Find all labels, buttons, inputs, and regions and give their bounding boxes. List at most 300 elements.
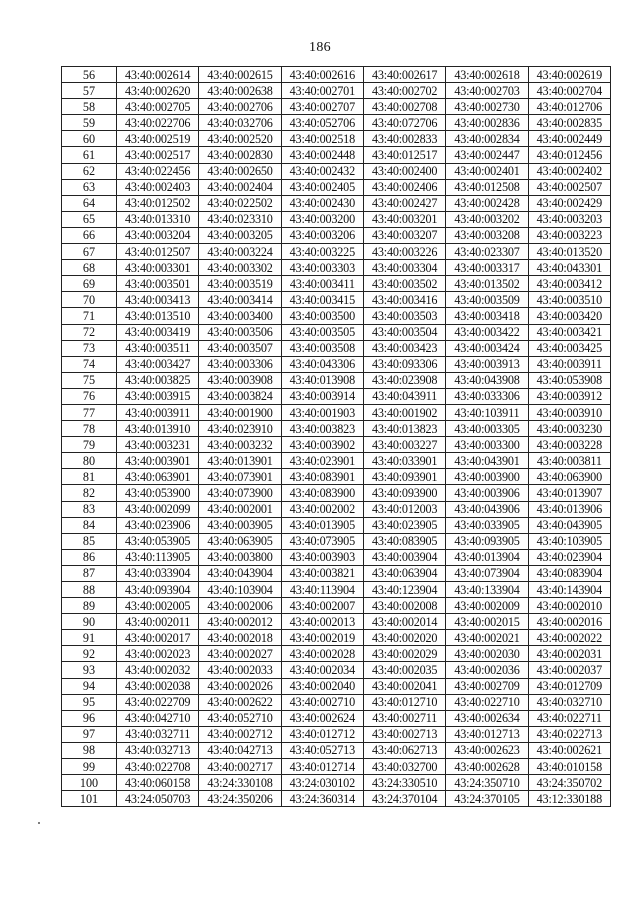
cadastral-number-cell: 43:40:002620 (117, 83, 199, 99)
cadastral-number-cell: 43:40:012709 (528, 678, 610, 694)
cadastral-number-cell: 43:40:012714 (281, 759, 363, 775)
row-number-cell: 67 (62, 244, 117, 260)
row-number-cell: 64 (62, 195, 117, 211)
row-number-cell: 68 (62, 260, 117, 276)
cadastral-number-cell: 43:40:073900 (199, 485, 281, 501)
cadastral-number-cell: 43:40:103911 (446, 404, 528, 420)
table-row (62, 308, 611, 324)
cadastral-number-cell: 43:40:002027 (199, 646, 281, 662)
cadastral-number-cell: 43:40:002708 (363, 99, 445, 115)
cadastral-number-cell: 43:40:003412 (528, 276, 610, 292)
cadastral-number-cell: 43:40:083900 (281, 485, 363, 501)
cadastral-number-cell: 43:40:043906 (446, 501, 528, 517)
cadastral-number-cell: 43:40:003903 (281, 549, 363, 565)
row-number-cell: 85 (62, 533, 117, 549)
cadastral-number-cell: 43:40:003420 (528, 308, 610, 324)
cadastral-number-cell: 43:40:033306 (446, 388, 528, 404)
cadastral-number-cell: 43:40:033901 (363, 453, 445, 469)
cadastral-number-cell: 43:40:013823 (363, 421, 445, 437)
cadastral-number-cell: 43:40:003230 (528, 421, 610, 437)
cadastral-number-cell: 43:40:003425 (528, 340, 610, 356)
cadastral-number-cell: 43:40:002406 (363, 179, 445, 195)
row-number-cell: 96 (62, 710, 117, 726)
cadastral-number-cell: 43:40:002014 (363, 614, 445, 630)
cadastral-number-cell: 43:40:003800 (199, 549, 281, 565)
cadastral-number-cell: 43:40:053900 (117, 485, 199, 501)
table-row (62, 115, 611, 131)
cadastral-number-cell: 43:40:003305 (446, 421, 528, 437)
cadastral-number-cell: 43:40:003505 (281, 324, 363, 340)
cadastral-number-cell: 43:40:002028 (281, 646, 363, 662)
cadastral-number-cell: 43:40:002704 (528, 83, 610, 99)
table-body (62, 67, 611, 807)
cadastral-number-cell: 43:40:053908 (528, 372, 610, 388)
cadastral-number-cell: 43:40:013904 (446, 549, 528, 565)
row-number-cell: 87 (62, 565, 117, 581)
cadastral-number-cell: 43:40:002711 (363, 710, 445, 726)
table-row (62, 485, 611, 501)
table-row (62, 421, 611, 437)
cadastral-number-cell: 43:40:123904 (363, 582, 445, 598)
cadastral-number-cell: 43:40:002023 (117, 646, 199, 662)
cadastral-number-cell: 43:40:052713 (281, 742, 363, 758)
cadastral-number-cell: 43:40:003201 (363, 211, 445, 227)
cadastral-number-cell: 43:24:370104 (363, 791, 445, 807)
row-number-cell: 56 (62, 67, 117, 83)
cadastral-number-cell: 43:40:003905 (199, 517, 281, 533)
cadastral-number-cell: 43:40:003223 (528, 227, 610, 243)
cadastral-number-cell: 43:40:063901 (117, 469, 199, 485)
cadastral-number-cell: 43:40:002403 (117, 179, 199, 195)
cadastral-number-cell: 43:40:052706 (281, 115, 363, 131)
cadastral-number-cell: 43:40:013907 (528, 485, 610, 501)
cadastral-number-cell: 43:40:002038 (117, 678, 199, 694)
table-row (62, 742, 611, 758)
table-row (62, 437, 611, 453)
cadastral-number-cell: 43:40:063900 (528, 469, 610, 485)
cadastral-number-cell: 43:40:001902 (363, 404, 445, 420)
cadastral-number-cell: 43:40:022502 (199, 195, 281, 211)
cadastral-number-cell: 43:40:093901 (363, 469, 445, 485)
cadastral-number-cell: 43:40:013908 (281, 372, 363, 388)
cadastral-number-cell: 43:40:003424 (446, 340, 528, 356)
row-number-cell: 80 (62, 453, 117, 469)
cadastral-number-cell: 43:40:013510 (117, 308, 199, 324)
cadastral-number-cell: 43:40:022711 (528, 710, 610, 726)
cadastral-number-cell: 43:40:072706 (363, 115, 445, 131)
cadastral-number-cell: 43:24:330108 (199, 775, 281, 791)
cadastral-number-cell: 43:40:022708 (117, 759, 199, 775)
cadastral-number-cell: 43:40:043908 (446, 372, 528, 388)
cadastral-number-cell: 43:40:003502 (363, 276, 445, 292)
cadastral-number-cell: 43:40:002018 (199, 630, 281, 646)
row-number-cell: 75 (62, 372, 117, 388)
row-number-cell: 69 (62, 276, 117, 292)
cadastral-number-cell: 43:40:002449 (528, 131, 610, 147)
cadastral-number-cell: 43:40:002628 (446, 759, 528, 775)
row-number-cell: 77 (62, 404, 117, 420)
cadastral-number-cell: 43:40:001900 (199, 404, 281, 420)
cadastral-number-cell: 43:40:003911 (528, 356, 610, 372)
cadastral-number-cell: 43:40:002707 (281, 99, 363, 115)
cadastral-number-cell: 43:40:003300 (446, 437, 528, 453)
cadastral-number-cell: 43:40:003821 (281, 565, 363, 581)
cadastral-number-cell: 43:40:002034 (281, 662, 363, 678)
cadastral-number-cell: 43:40:133904 (446, 582, 528, 598)
cadastral-number-cell: 43:40:002701 (281, 83, 363, 99)
cadastral-number-cell: 43:40:012003 (363, 501, 445, 517)
cadastral-number-cell: 43:40:003317 (446, 260, 528, 276)
cadastral-number-cell: 43:40:002006 (199, 598, 281, 614)
cadastral-number-cell: 43:40:002507 (528, 179, 610, 195)
row-number-cell: 90 (62, 614, 117, 630)
cadastral-number-cell: 43:40:003510 (528, 292, 610, 308)
cadastral-number-cell: 43:40:002650 (199, 163, 281, 179)
cadastral-number-cell: 43:40:023910 (199, 421, 281, 437)
table-row (62, 99, 611, 115)
cadastral-number-cell: 43:40:043904 (199, 565, 281, 581)
cadastral-number-cell: 43:40:023905 (363, 517, 445, 533)
cadastral-number-cell: 43:40:003232 (199, 437, 281, 453)
cadastral-number-cell: 43:40:002622 (199, 694, 281, 710)
cadastral-number-cell: 43:40:002615 (199, 67, 281, 83)
table-row (62, 775, 611, 791)
cadastral-number-cell: 43:40:013901 (199, 453, 281, 469)
cadastral-number-cell: 43:40:013502 (446, 276, 528, 292)
cadastral-number-cell: 43:40:003500 (281, 308, 363, 324)
cadastral-number-cell: 43:40:002036 (446, 662, 528, 678)
cadastral-number-cell: 43:24:350206 (199, 791, 281, 807)
cadastral-number-cell: 43:12:330188 (528, 791, 610, 807)
cadastral-number-cell: 43:40:012502 (117, 195, 199, 211)
cadastral-number-cell: 43:40:003506 (199, 324, 281, 340)
table-row (62, 131, 611, 147)
cadastral-number-cell: 43:24:370105 (446, 791, 528, 807)
cadastral-number-cell: 43:40:002432 (281, 163, 363, 179)
row-number-cell: 93 (62, 662, 117, 678)
table-row (62, 582, 611, 598)
cadastral-number-cell: 43:40:043905 (528, 517, 610, 533)
cadastral-number-cell: 43:40:003231 (117, 437, 199, 453)
cadastral-number-cell: 43:40:002010 (528, 598, 610, 614)
cadastral-number-cell: 43:40:003504 (363, 324, 445, 340)
cadastral-number-cell: 43:40:013905 (281, 517, 363, 533)
table-row (62, 324, 611, 340)
table-row (62, 501, 611, 517)
cadastral-number-cell: 43:40:003519 (199, 276, 281, 292)
row-number-cell: 81 (62, 469, 117, 485)
cadastral-number-cell: 43:40:003414 (199, 292, 281, 308)
cadastral-number-cell: 43:40:002614 (117, 67, 199, 83)
table-row (62, 565, 611, 581)
cadastral-number-cell: 43:40:003301 (117, 260, 199, 276)
cadastral-number-cell: 43:40:073904 (446, 565, 528, 581)
cadastral-number-cell: 43:40:002730 (446, 99, 528, 115)
table-row (62, 67, 611, 83)
table-row (62, 469, 611, 485)
cadastral-number-cell: 43:40:003416 (363, 292, 445, 308)
table-row (62, 662, 611, 678)
cadastral-number-cell: 43:40:022713 (528, 726, 610, 742)
cadastral-number-cell: 43:40:003207 (363, 227, 445, 243)
cadastral-number-cell: 43:40:003306 (199, 356, 281, 372)
cadastral-number-cell: 43:40:083901 (281, 469, 363, 485)
cadastral-number-cell: 43:40:022709 (117, 694, 199, 710)
row-number-cell: 92 (62, 646, 117, 662)
cadastral-number-cell: 43:24:050703 (117, 791, 199, 807)
cadastral-number-cell: 43:40:023310 (199, 211, 281, 227)
cadastral-number-cell: 43:40:093905 (446, 533, 528, 549)
cadastral-number-cell: 43:40:043911 (363, 388, 445, 404)
cadastral-number-cell: 43:40:060158 (117, 775, 199, 791)
cadastral-number-cell: 43:40:043901 (446, 453, 528, 469)
cadastral-number-cell: 43:40:002013 (281, 614, 363, 630)
cadastral-number-cell: 43:40:003902 (281, 437, 363, 453)
cadastral-number-cell: 43:40:012712 (281, 726, 363, 742)
row-number-cell: 63 (62, 179, 117, 195)
row-number-cell: 95 (62, 694, 117, 710)
cadastral-number-cell: 43:40:002710 (281, 694, 363, 710)
cadastral-number-cell: 43:40:002012 (199, 614, 281, 630)
cadastral-number-cell: 43:24:350710 (446, 775, 528, 791)
cadastral-number-cell: 43:40:002021 (446, 630, 528, 646)
cadastral-number-cell: 43:40:023307 (446, 244, 528, 260)
cadastral-number-cell: 43:40:002035 (363, 662, 445, 678)
scan-speck (38, 822, 40, 824)
cadastral-number-cell: 43:40:012713 (446, 726, 528, 742)
row-number-cell: 74 (62, 356, 117, 372)
cadastral-number-cell: 43:40:003900 (446, 469, 528, 485)
cadastral-number-cell: 43:40:003225 (281, 244, 363, 260)
cadastral-number-cell: 43:40:002429 (528, 195, 610, 211)
row-number-cell: 62 (62, 163, 117, 179)
cadastral-number-cell: 43:40:003824 (199, 388, 281, 404)
cadastral-number-cell: 43:40:003427 (117, 356, 199, 372)
cadastral-number-cell: 43:40:033905 (446, 517, 528, 533)
cadastral-number-cell: 43:40:093306 (363, 356, 445, 372)
cadastral-number-cell: 43:40:023906 (117, 517, 199, 533)
cadastral-number-cell: 43:40:013520 (528, 244, 610, 260)
cadastral-number-cell: 43:40:003415 (281, 292, 363, 308)
cadastral-number-cell: 43:40:003823 (281, 421, 363, 437)
cadastral-number-cell: 43:40:083904 (528, 565, 610, 581)
table-row (62, 83, 611, 99)
table-row (62, 179, 611, 195)
cadastral-number-cell: 43:40:042710 (117, 710, 199, 726)
cadastral-number-cell: 43:40:002020 (363, 630, 445, 646)
cadastral-number-cell: 43:40:043301 (528, 260, 610, 276)
cadastral-number-cell: 43:40:012706 (528, 99, 610, 115)
cadastral-number-cell: 43:40:002520 (199, 131, 281, 147)
cadastral-number-cell: 43:40:012710 (363, 694, 445, 710)
cadastral-number-cell: 43:40:032710 (528, 694, 610, 710)
cadastral-number-cell: 43:40:002624 (281, 710, 363, 726)
cadastral-number-cell: 43:40:002404 (199, 179, 281, 195)
cadastral-number-cell: 43:40:002430 (281, 195, 363, 211)
cadastral-number-cell: 43:40:013906 (528, 501, 610, 517)
row-number-cell: 59 (62, 115, 117, 131)
cadastral-number-cell: 43:40:003302 (199, 260, 281, 276)
cadastral-number-cell: 43:40:002031 (528, 646, 610, 662)
cadastral-number-cell: 43:40:002030 (446, 646, 528, 662)
cadastral-number-cell: 43:40:012456 (528, 147, 610, 163)
cadastral-number-cell: 43:40:143904 (528, 582, 610, 598)
cadastral-number-cell: 43:40:003914 (281, 388, 363, 404)
cadastral-number-cell: 43:40:003509 (446, 292, 528, 308)
table-row (62, 630, 611, 646)
cadastral-number-cell: 43:40:002617 (363, 67, 445, 83)
cadastral-number-cell: 43:40:002834 (446, 131, 528, 147)
cadastral-number-cell: 43:40:003825 (117, 372, 199, 388)
cadastral-number-cell: 43:40:003418 (446, 308, 528, 324)
cadastral-number-cell: 43:40:002619 (528, 67, 610, 83)
cadastral-number-cell: 43:40:002448 (281, 147, 363, 163)
cadastral-number-cell: 43:40:002001 (199, 501, 281, 517)
table-row (62, 694, 611, 710)
table-row (62, 646, 611, 662)
cadastral-number-cell: 43:40:002008 (363, 598, 445, 614)
cadastral-number-cell: 43:40:032706 (199, 115, 281, 131)
cadastral-number-cell: 43:40:002401 (446, 163, 528, 179)
cadastral-number-cell: 43:40:022456 (117, 163, 199, 179)
cadastral-number-cell: 43:40:032713 (117, 742, 199, 758)
cadastral-number-cell: 43:40:003906 (446, 485, 528, 501)
cadastral-number-cell: 43:40:002016 (528, 614, 610, 630)
cadastral-number-cell: 43:40:032700 (363, 759, 445, 775)
cadastral-number-cell: 43:40:022710 (446, 694, 528, 710)
cadastral-number-cell: 43:40:003205 (199, 227, 281, 243)
cadastral-number-cell: 43:40:002830 (199, 147, 281, 163)
table-row (62, 710, 611, 726)
cadastral-number-cell: 43:40:002835 (528, 115, 610, 131)
row-number-cell: 101 (62, 791, 117, 807)
cadastral-number-cell: 43:40:023901 (281, 453, 363, 469)
table-row (62, 533, 611, 549)
cadastral-number-cell: 43:40:002026 (199, 678, 281, 694)
cadastral-number-cell: 43:24:350702 (528, 775, 610, 791)
cadastral-number-cell: 43:40:012517 (363, 147, 445, 163)
cadastral-number-cell: 43:24:330510 (363, 775, 445, 791)
cadastral-number-cell: 43:40:063904 (363, 565, 445, 581)
cadastral-number-cell: 43:40:003811 (528, 453, 610, 469)
row-number-cell: 66 (62, 227, 117, 243)
cadastral-number-cell: 43:40:002002 (281, 501, 363, 517)
cadastral-number-cell: 43:24:360314 (281, 791, 363, 807)
cadastral-number-cell: 43:40:002836 (446, 115, 528, 131)
cadastral-number-cell: 43:40:073901 (199, 469, 281, 485)
cadastral-number-cell: 43:40:043306 (281, 356, 363, 372)
cadastral-number-cell: 43:40:013310 (117, 211, 199, 227)
cadastral-number-cell: 43:40:003204 (117, 227, 199, 243)
cadastral-number-cell: 43:40:003304 (363, 260, 445, 276)
table-row (62, 614, 611, 630)
row-number-cell: 94 (62, 678, 117, 694)
table-row (62, 372, 611, 388)
cadastral-number-cell: 43:40:013910 (117, 421, 199, 437)
table-row (62, 759, 611, 775)
cadastral-number-cell: 43:40:062713 (363, 742, 445, 758)
table-row (62, 404, 611, 420)
table-row (62, 292, 611, 308)
cadastral-number-cell: 43:40:002518 (281, 131, 363, 147)
cadastral-number-cell: 43:40:012508 (446, 179, 528, 195)
cadastral-number-cell: 43:40:063905 (199, 533, 281, 549)
cadastral-number-cell: 43:40:003419 (117, 324, 199, 340)
cadastral-number-cell: 43:40:001903 (281, 404, 363, 420)
row-number-cell: 82 (62, 485, 117, 501)
cadastral-numbers-table (61, 66, 611, 807)
cadastral-number-cell: 43:40:003303 (281, 260, 363, 276)
cadastral-number-cell: 43:40:002015 (446, 614, 528, 630)
cadastral-number-cell: 43:40:002022 (528, 630, 610, 646)
cadastral-number-cell: 43:40:002447 (446, 147, 528, 163)
cadastral-number-cell: 43:40:003915 (117, 388, 199, 404)
cadastral-number-cell: 43:40:002428 (446, 195, 528, 211)
cadastral-number-cell: 43:40:042713 (199, 742, 281, 758)
cadastral-number-cell: 43:40:002007 (281, 598, 363, 614)
cadastral-number-cell: 43:40:002032 (117, 662, 199, 678)
cadastral-number-cell: 43:40:032711 (117, 726, 199, 742)
cadastral-number-cell: 43:40:003422 (446, 324, 528, 340)
row-number-cell: 61 (62, 147, 117, 163)
cadastral-number-cell: 43:40:093904 (117, 582, 199, 598)
table-row (62, 791, 611, 807)
cadastral-number-cell: 43:40:003904 (363, 549, 445, 565)
cadastral-number-cell: 43:40:113905 (117, 549, 199, 565)
table-row (62, 549, 611, 565)
row-number-cell: 99 (62, 759, 117, 775)
cadastral-number-cell: 43:40:003203 (528, 211, 610, 227)
cadastral-number-cell: 43:40:003910 (528, 404, 610, 420)
cadastral-number-cell: 43:40:003206 (281, 227, 363, 243)
cadastral-number-cell: 43:40:003227 (363, 437, 445, 453)
cadastral-number-cell: 43:24:030102 (281, 775, 363, 791)
cadastral-number-cell: 43:40:003508 (281, 340, 363, 356)
cadastral-number-cell: 43:40:103904 (199, 582, 281, 598)
row-number-cell: 70 (62, 292, 117, 308)
cadastral-number-cell: 43:40:002029 (363, 646, 445, 662)
cadastral-number-cell: 43:40:003511 (117, 340, 199, 356)
row-number-cell: 73 (62, 340, 117, 356)
table-row (62, 453, 611, 469)
row-number-cell: 57 (62, 83, 117, 99)
cadastral-number-cell: 43:40:002005 (117, 598, 199, 614)
cadastral-number-cell: 43:40:023908 (363, 372, 445, 388)
cadastral-number-cell: 43:40:023904 (528, 549, 610, 565)
cadastral-number-cell: 43:40:003413 (117, 292, 199, 308)
row-number-cell: 65 (62, 211, 117, 227)
cadastral-number-cell: 43:40:002017 (117, 630, 199, 646)
cadastral-number-cell: 43:40:003913 (446, 356, 528, 372)
cadastral-number-cell: 43:40:002712 (199, 726, 281, 742)
table-row (62, 260, 611, 276)
row-number-cell: 86 (62, 549, 117, 565)
table-row (62, 276, 611, 292)
cadastral-number-cell: 43:40:003200 (281, 211, 363, 227)
cadastral-number-cell: 43:40:003226 (363, 244, 445, 260)
cadastral-number-cell: 43:40:002705 (117, 99, 199, 115)
cadastral-number-cell: 43:40:002709 (446, 678, 528, 694)
cadastral-number-cell: 43:40:002405 (281, 179, 363, 195)
cadastral-number-cell: 43:40:002033 (199, 662, 281, 678)
table-row (62, 726, 611, 742)
cadastral-number-cell: 43:40:002702 (363, 83, 445, 99)
table-row (62, 678, 611, 694)
cadastral-number-cell: 43:40:003423 (363, 340, 445, 356)
cadastral-number-cell: 43:40:002706 (199, 99, 281, 115)
row-number-cell: 58 (62, 99, 117, 115)
cadastral-number-cell: 43:40:002519 (117, 131, 199, 147)
